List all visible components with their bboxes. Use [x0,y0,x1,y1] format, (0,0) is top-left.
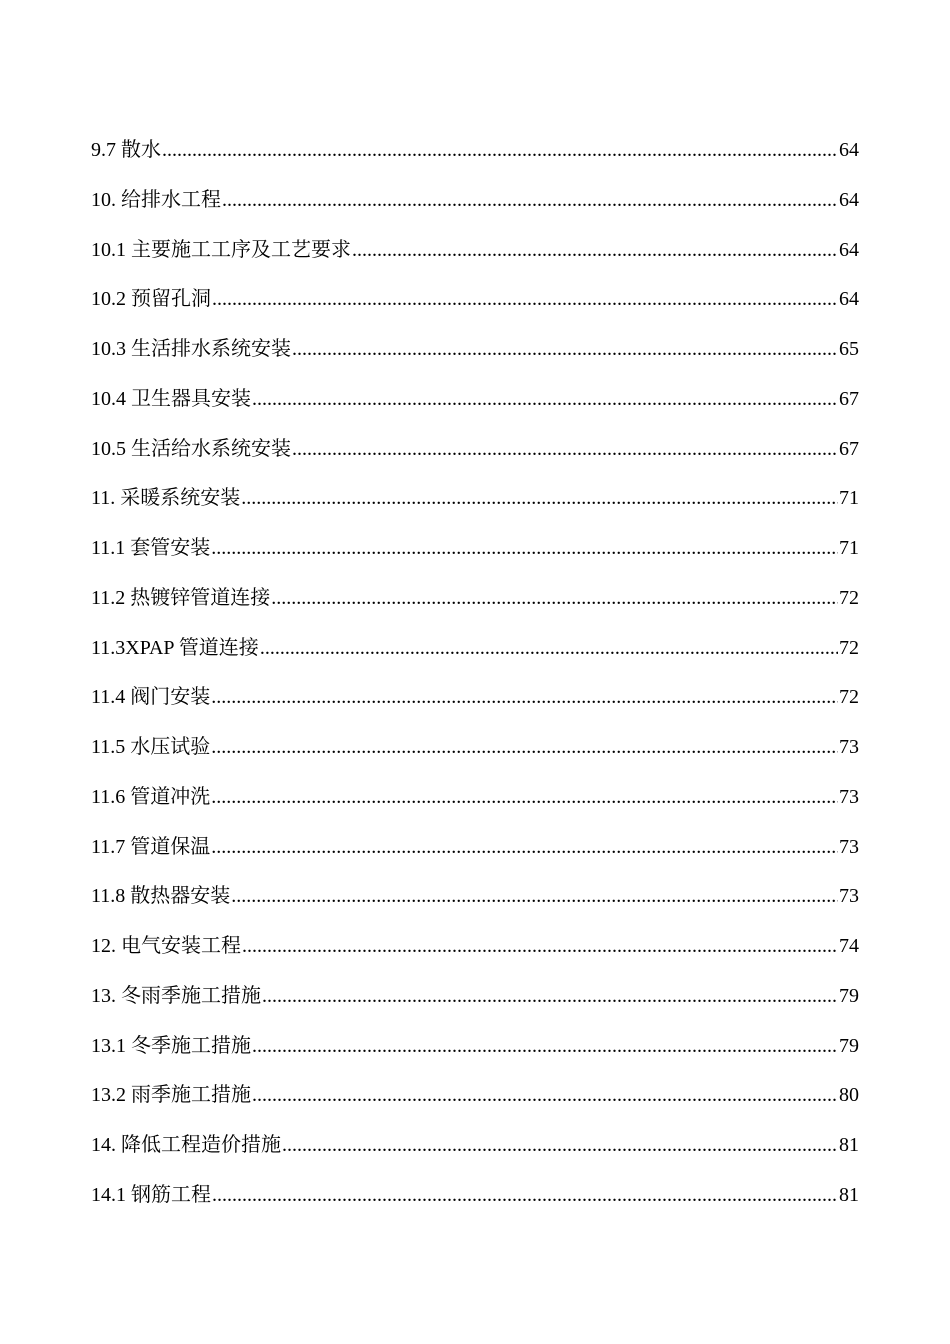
toc-entry-page: 64 [839,139,859,161]
toc-entry-title[interactable]: 10.2 预留孔洞 [91,288,211,311]
toc-entry[interactable] [91,877,859,927]
toc-entry[interactable] [91,1076,859,1126]
toc-entry-title[interactable]: 10. 给排水工程 [91,188,221,211]
table-of-contents [91,131,859,1226]
toc-entry-page: 81 [839,1134,859,1156]
toc-entry-title[interactable]: 13. 冬雨季施工措施 [91,984,261,1007]
toc-entry-title[interactable]: 11.8 散热器安装 [91,885,231,908]
toc-entry[interactable] [91,380,859,430]
toc-entry[interactable] [91,778,859,828]
toc-entry-page: 79 [839,1034,859,1057]
toc-entry[interactable] [91,927,859,977]
toc-entry[interactable] [91,330,859,380]
toc-entry-page: 72 [839,586,859,609]
toc-entry-title[interactable]: 9.7 散水 [91,139,161,161]
toc-dot-leader [252,380,838,418]
toc-entry-page: 73 [839,736,859,758]
toc-entry-title[interactable]: 10.3 生活排水系统安装 [91,338,291,360]
toc-dot-leader [282,1126,838,1164]
toc-entry-title[interactable]: 14. 降低工程造价措施 [91,1134,281,1156]
toc-entry-page: 73 [839,785,859,808]
toc-entry-page: 79 [839,984,859,1007]
toc-entry-title[interactable]: 13.2 雨季施工措施 [91,1084,251,1107]
toc-entry-title[interactable]: 11.6 管道冲洗 [91,785,211,808]
toc-entry-title[interactable]: 14.1 钢筋工程 [91,1183,211,1206]
toc-entry-title[interactable]: 11.7 管道保温 [91,835,211,858]
toc-entry-page: 67 [839,387,859,410]
toc-dot-leader [211,678,838,716]
toc-dot-leader [262,977,838,1015]
toc-dot-leader [222,181,838,219]
toc-entry-page: 72 [839,686,859,709]
toc-entry[interactable] [91,181,859,231]
toc-entry[interactable] [91,430,859,480]
toc-entry-page: 64 [839,288,859,311]
toc-entry-page: 64 [839,238,859,261]
toc-entry-page: 73 [839,835,859,858]
toc-entry[interactable] [91,529,859,579]
toc-entry[interactable] [91,1126,859,1176]
toc-entry[interactable] [91,1176,859,1226]
toc-dot-leader [252,1027,838,1065]
toc-entry-title[interactable]: 10.5 生活给水系统安装 [91,437,291,460]
toc-entry-page: 80 [839,1084,859,1107]
toc-entry[interactable] [91,479,859,529]
toc-entry-page: 64 [839,188,859,211]
toc-dot-leader [271,579,838,617]
toc-dot-leader [162,131,838,169]
toc-dot-leader [212,280,838,318]
toc-entry-title[interactable]: 10.4 卫生器具安装 [91,387,251,410]
toc-entry[interactable] [91,678,859,728]
toc-entry[interactable] [91,131,859,181]
toc-entry[interactable] [91,977,859,1027]
toc-entry-title[interactable]: 10.1 主要施工工序及工艺要求 [91,238,351,261]
toc-entry-page: 74 [839,935,859,957]
toc-entry-title[interactable]: 11.5 水压试验 [91,736,211,758]
toc-entry[interactable] [91,828,859,878]
toc-entry[interactable] [91,728,859,778]
toc-entry-title[interactable]: 12. 电气安装工程 [91,935,241,957]
toc-dot-leader [260,629,838,667]
toc-entry-page: 71 [839,537,859,559]
toc-dot-leader [292,430,838,468]
toc-dot-leader [241,479,838,517]
toc-entry[interactable] [91,1027,859,1077]
toc-entry-title[interactable]: 13.1 冬季施工措施 [91,1034,251,1057]
toc-entry-title[interactable]: 11.4 阀门安装 [91,686,211,709]
toc-entry[interactable] [91,231,859,281]
toc-dot-leader [211,529,838,567]
toc-entry[interactable] [91,280,859,330]
toc-entry-page: 72 [839,636,859,659]
toc-entry-title[interactable]: 11.3XPAP 管道连接 [91,636,259,659]
toc-dot-leader [231,877,838,915]
toc-entry[interactable] [91,629,859,679]
toc-dot-leader [211,728,838,766]
toc-dot-leader [211,778,838,816]
toc-entry-page: 67 [839,437,859,460]
toc-entry-page: 73 [839,885,859,908]
toc-entry-page: 71 [839,487,859,510]
toc-entry-title[interactable]: 11.1 套管安装 [91,537,211,559]
toc-entry-title[interactable]: 11.2 热镀锌管道连接 [91,586,271,609]
toc-entry-page: 65 [839,338,859,360]
toc-dot-leader [252,1076,838,1114]
toc-dot-leader [212,1176,838,1214]
toc-entry-title[interactable]: 11. 采暖系统安装 [91,487,241,510]
toc-entry[interactable] [91,579,859,629]
toc-dot-leader [292,330,838,368]
toc-entry-page: 81 [839,1183,859,1206]
toc-dot-leader [242,927,838,965]
toc-dot-leader [352,231,838,269]
toc-dot-leader [211,828,838,866]
